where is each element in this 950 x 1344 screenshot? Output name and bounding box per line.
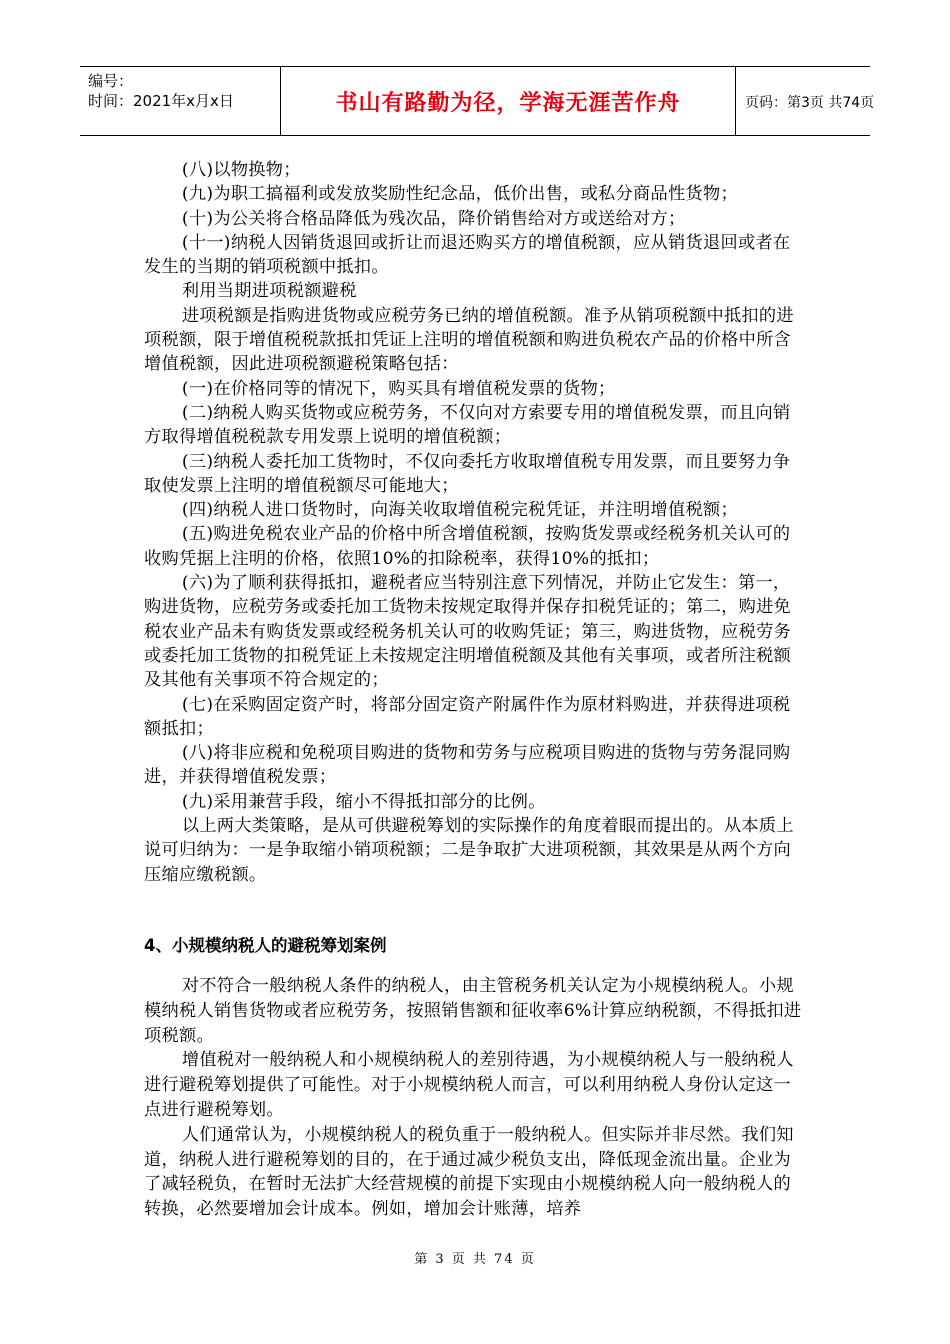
- paragraph: (五)购进免税农业产品的价格中所含增值税额，按购货发票或经税务机关认可的收购凭据上注明的价格，依照10%的扣除税率，获得10%的抵扣；: [144, 524, 791, 569]
- motto-text: 书山有路勤为径，学海无涯苦作舟: [335, 90, 681, 116]
- page-header: [80, 66, 875, 136]
- paragraph: (十一)纳税人因销货退回或折让而退还购买方的增值税额，应从销货退回或者在发生的当期的销项税额中抵扣。: [144, 232, 791, 278]
- paragraph: 对不符合一般纳税人条件的纳税人，由主管税务机关认定为小规模纳税人。小规模纳税人销售货物或者应税劳务，按照销售额和征收率6%计算应纳税额，不得抵扣进项税额。: [144, 976, 802, 1046]
- paragraph: (九)采用兼营手段，缩小不得抵扣部分的比例。: [181, 791, 546, 812]
- header-meta-cell: [80, 67, 281, 135]
- paragraph: (三)纳税人委托加工货物时，不仅向委托方收取增值税专用发票，而且要努力争取使发票上注明的增值税额尽可能地大；: [144, 451, 791, 496]
- paragraph: (十)为公关将合格品降低为残次品，降价销售给对方或送给对方；: [181, 208, 686, 229]
- paragraph: 人们通常认为，小规模纳税人的税负重于一般纳税人。但实际并非尽然。我们知道，纳税人进行避税筹划的目的，在于通过减少税负支出，降低现金流出量。企业为了减轻税负，在暂时无法扩大经营规模的前提下实现由小规模纳税人向一般纳税人的转换，必然要增加会计成本。例如，增加会计账薄，培养: [144, 1124, 794, 1220]
- paragraph: 进项税额是指购进货物或应税劳务已纳的增值税额。准予从销项税额中抵扣的进项税额，限于增值税税款抵扣凭证上注明的增值税额和购进负税农产品的价格中所含增值税额，因此进项税额避税策略包括：: [144, 305, 794, 375]
- header-page-cell: [736, 67, 875, 135]
- paragraph: (一)在价格同等的情况下，购买具有增值税发票的货物；: [181, 378, 616, 399]
- paragraph: (八)将非应税和免税项目购进的货物和劳务与应税项目购进的货物与劳务混同购进，并获得增值税发票；: [144, 743, 791, 788]
- paragraph: (八)以物换物；: [181, 160, 301, 180]
- section-text-block: [144, 974, 804, 1222]
- paragraph: (四)纳税人进口货物时，向海关收取增值税完税凭证，并注明增值税额；: [181, 500, 738, 521]
- number-label: 编号：: [88, 72, 134, 90]
- section-heading: 4、小规模纳税人的避税筹划案例: [144, 936, 387, 955]
- paragraph: (七)在采购固定资产时，将部分固定资产附属件作为原材料购进，并获得进项税额抵扣；: [144, 694, 791, 739]
- time-label: 时间：2021年x月x日: [88, 92, 234, 110]
- page-label: 页码：第3页 共74页: [745, 95, 875, 111]
- paragraph: (二)纳税人购买货物或应税劳务，不仅向对方索要专用的增值税发票，而且向销方取得增值税税款专用发票上说明的增值税额；: [144, 402, 791, 448]
- paragraph: 增值税对一般纳税人和小规模纳税人的差别待遇，为小规模纳税人与一般纳税人进行避税筹划提供了可能性。对于小规模纳税人而言，可以利用纳税人身份认定这一点进行避税筹划。: [144, 1050, 794, 1120]
- paragraph: (九)为职工搞福利或发放奖励性纪念品，低价出售，或私分商品性货物；: [181, 184, 738, 205]
- page-footer: 第 3 页 共 74 页: [414, 1252, 536, 1267]
- header-motto-cell: [281, 67, 736, 135]
- paragraph: 以上两大类策略，是从可供避税筹划的实际操作的角度着眼而提出的。从本质上说可归纳为：一是争取缩小销项税额；二是争取扩大进项税额，其效果是从两个方向压缩应缴税额。: [144, 816, 794, 885]
- body-text-block: [144, 158, 804, 887]
- paragraph: 利用当期进项税额避税: [181, 281, 357, 302]
- paragraph: (六)为了顺利获得抵扣，避税者应当特别注意下列情况，并防止它发生：第一，购进货物，应税劳务或委托加工货物未按规定取得并保存扣税凭证的；第二，购进免税农业产品未有购货发票或经税务机关认可的收购凭证；第三，购进货物，应税劳务或委托加工货物的扣税凭证上未按规定注明增值税额及其他有关事项，或者所注税额及其他有关事项不符合规定的；: [144, 573, 792, 691]
